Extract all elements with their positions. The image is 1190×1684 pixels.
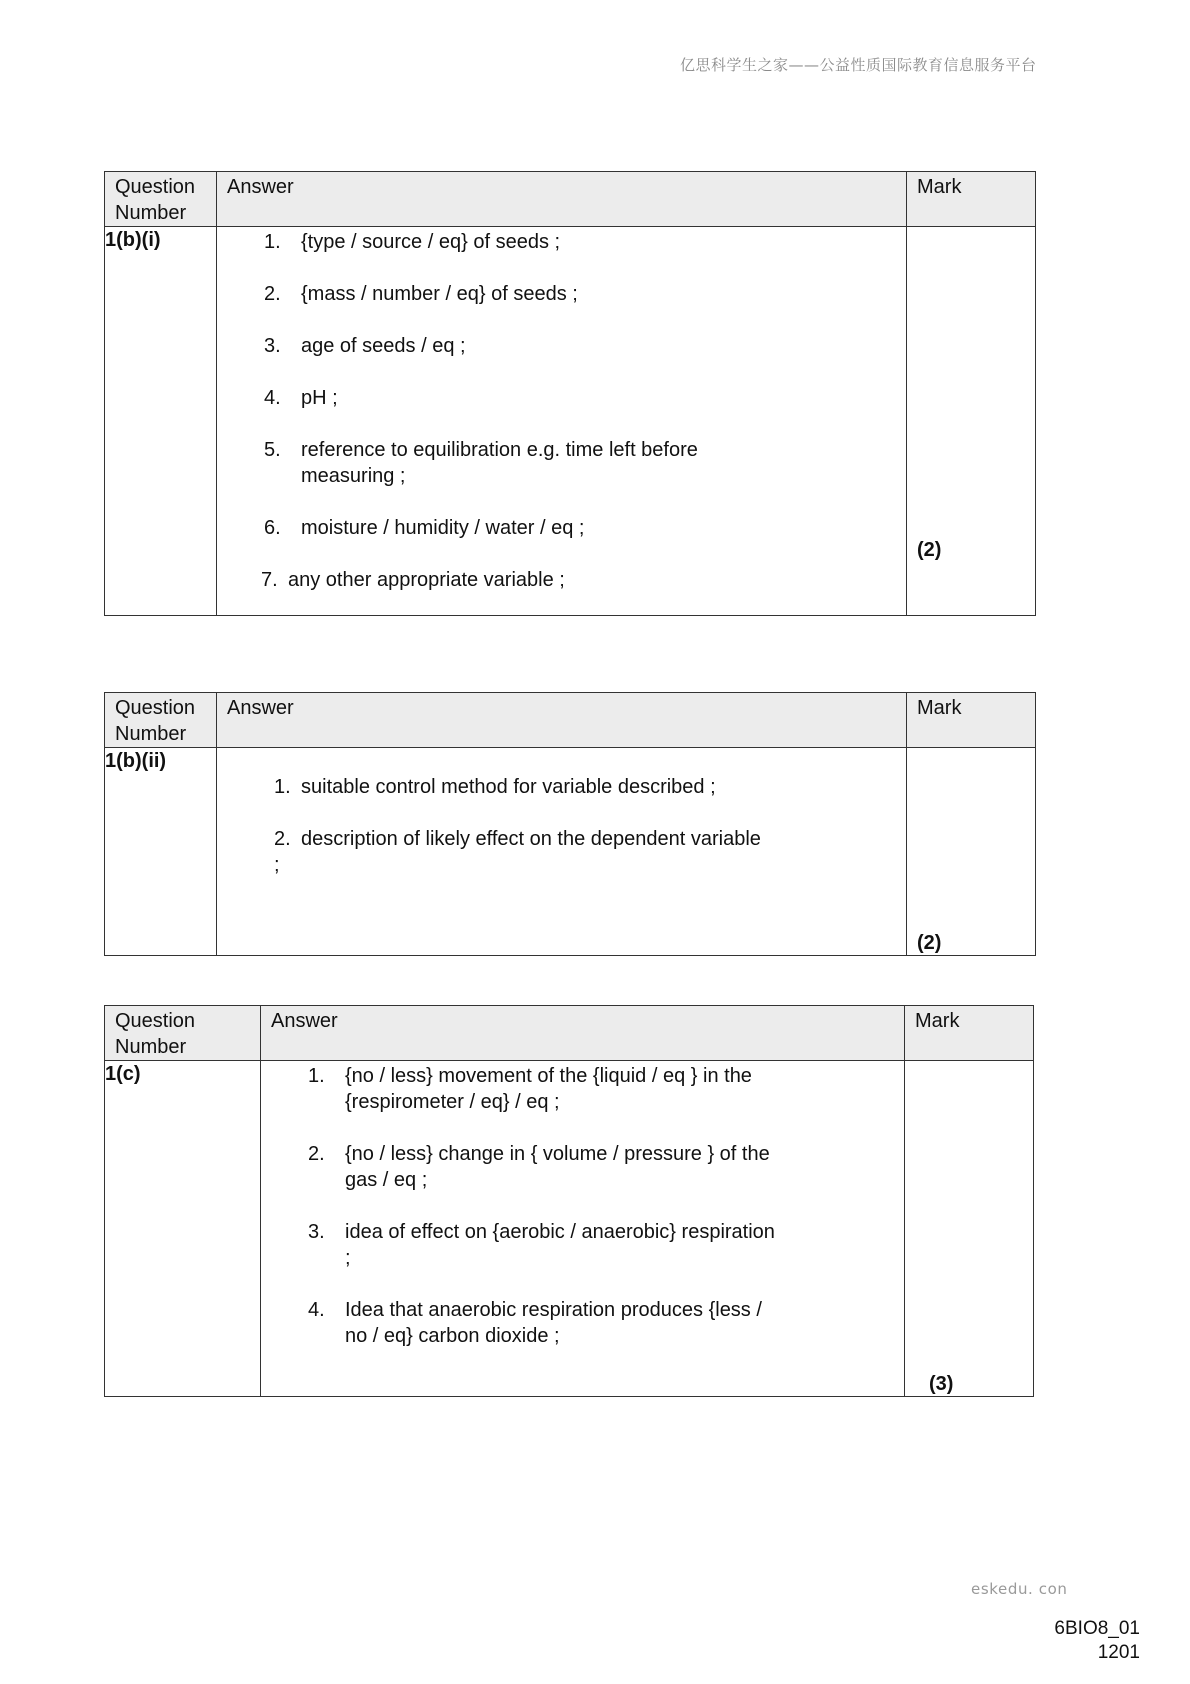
- mark-cell: [907, 227, 1036, 616]
- item-text: {type / source / eq} of seeds ;: [301, 231, 561, 253]
- header-answer: Answer: [217, 693, 907, 748]
- watermark-footer: eskedu. con: [971, 1580, 1068, 1598]
- table-header-row: [105, 1006, 1034, 1061]
- header-mark: Mark: [907, 693, 1036, 748]
- item-number: 7.: [261, 569, 278, 591]
- item-text-line: description of likely effect on the dependent variable: [301, 828, 761, 850]
- item-text: [345, 1141, 770, 1193]
- item-number: 5.: [264, 439, 281, 461]
- item-text-line: measuring ;: [301, 465, 406, 487]
- answer-item: [264, 437, 698, 489]
- item-number: 3.: [264, 335, 281, 357]
- item-number: 1.: [264, 231, 281, 253]
- item-text: [345, 1297, 762, 1349]
- mark-scheme-table-1bii: [104, 692, 1036, 956]
- item-number: 2.: [274, 828, 291, 850]
- item-text: [274, 826, 761, 878]
- table-header-row: [105, 172, 1036, 227]
- answer-item: [308, 1219, 775, 1271]
- table-header-row: [105, 693, 1036, 748]
- answer-item: [308, 1297, 762, 1349]
- header-question-number: Question Number: [105, 1006, 261, 1061]
- answer-cell: [217, 748, 907, 956]
- table-row: [105, 748, 1036, 956]
- item-text-line: no / eq} carbon dioxide ;: [345, 1325, 560, 1347]
- answer-item: [274, 826, 761, 878]
- page-footer: [1000, 1617, 1140, 1665]
- item-text-line: gas / eq ;: [345, 1169, 428, 1191]
- item-number: 1.: [274, 776, 291, 798]
- mark-scheme-table-1c: [104, 1005, 1034, 1397]
- paper-code: 6BIO8_01: [1054, 1618, 1140, 1639]
- answer-item: [261, 567, 565, 593]
- item-number: 4.: [264, 387, 281, 409]
- exam-date: 1201: [1097, 1642, 1140, 1663]
- item-text-line: Idea that anaerobic respiration produces {less /: [345, 1299, 762, 1321]
- mark-scheme-table-1bi: [104, 171, 1036, 616]
- mark-cell: [907, 748, 1036, 956]
- item-text: pH ;: [301, 387, 338, 409]
- table-row: [105, 227, 1036, 616]
- answer-item: [308, 1141, 770, 1193]
- answer-item: [274, 774, 716, 800]
- answer-item: [264, 281, 578, 307]
- item-text: [301, 437, 698, 489]
- item-text-line: {respirometer / eq} / eq ;: [345, 1091, 560, 1113]
- item-text: suitable control method for variable described ;: [301, 776, 716, 798]
- answer-item: [264, 229, 560, 255]
- answer-item: [264, 385, 338, 411]
- item-number: 3.: [308, 1221, 325, 1243]
- answer-item: [308, 1063, 752, 1115]
- answer-cell: [217, 227, 907, 616]
- table-row: [105, 1061, 1034, 1397]
- header-question-number: Question Number: [105, 172, 217, 227]
- answer-item: [264, 515, 584, 541]
- item-number: 6.: [264, 517, 281, 539]
- item-number: 1.: [308, 1065, 325, 1087]
- watermark-header: 亿思科学生之家——公益性质国际教育信息服务平台: [680, 56, 1037, 74]
- question-number: 1(b)(ii): [105, 748, 217, 956]
- item-text: {mass / number / eq} of seeds ;: [301, 283, 578, 305]
- mark-value: (2): [917, 539, 942, 561]
- item-text-line: {no / less} change in { volume / pressure } of the: [345, 1143, 770, 1165]
- mark-value: (2): [917, 932, 942, 954]
- item-text-line: {no / less} movement of the {liquid / eq } in the: [345, 1065, 752, 1087]
- mark-cell: [905, 1061, 1034, 1397]
- answer-cell: [261, 1061, 905, 1397]
- answer-item: [264, 333, 466, 359]
- item-text: moisture / humidity / water / eq ;: [301, 517, 585, 539]
- item-text: any other appropriate variable ;: [288, 569, 565, 591]
- item-text-line: reference to equilibration e.g. time left before: [301, 439, 698, 461]
- item-text: age of seeds / eq ;: [301, 335, 466, 357]
- item-number: 2.: [264, 283, 281, 305]
- mark-value: (3): [929, 1373, 954, 1395]
- question-number: 1(c): [105, 1061, 261, 1397]
- item-text-line: idea of effect on {aerobic / anaerobic} respiration: [345, 1221, 775, 1243]
- item-text-line: ;: [345, 1247, 351, 1269]
- question-number: 1(b)(i): [105, 227, 217, 616]
- header-mark: Mark: [907, 172, 1036, 227]
- header-answer: Answer: [217, 172, 907, 227]
- item-text: [345, 1063, 752, 1115]
- item-number: 4.: [308, 1299, 325, 1321]
- header-answer: Answer: [261, 1006, 905, 1061]
- item-text: [345, 1219, 775, 1271]
- header-question-number: Question Number: [105, 693, 217, 748]
- header-mark: Mark: [905, 1006, 1034, 1061]
- item-number: 2.: [308, 1143, 325, 1165]
- item-text-line: ;: [274, 854, 280, 876]
